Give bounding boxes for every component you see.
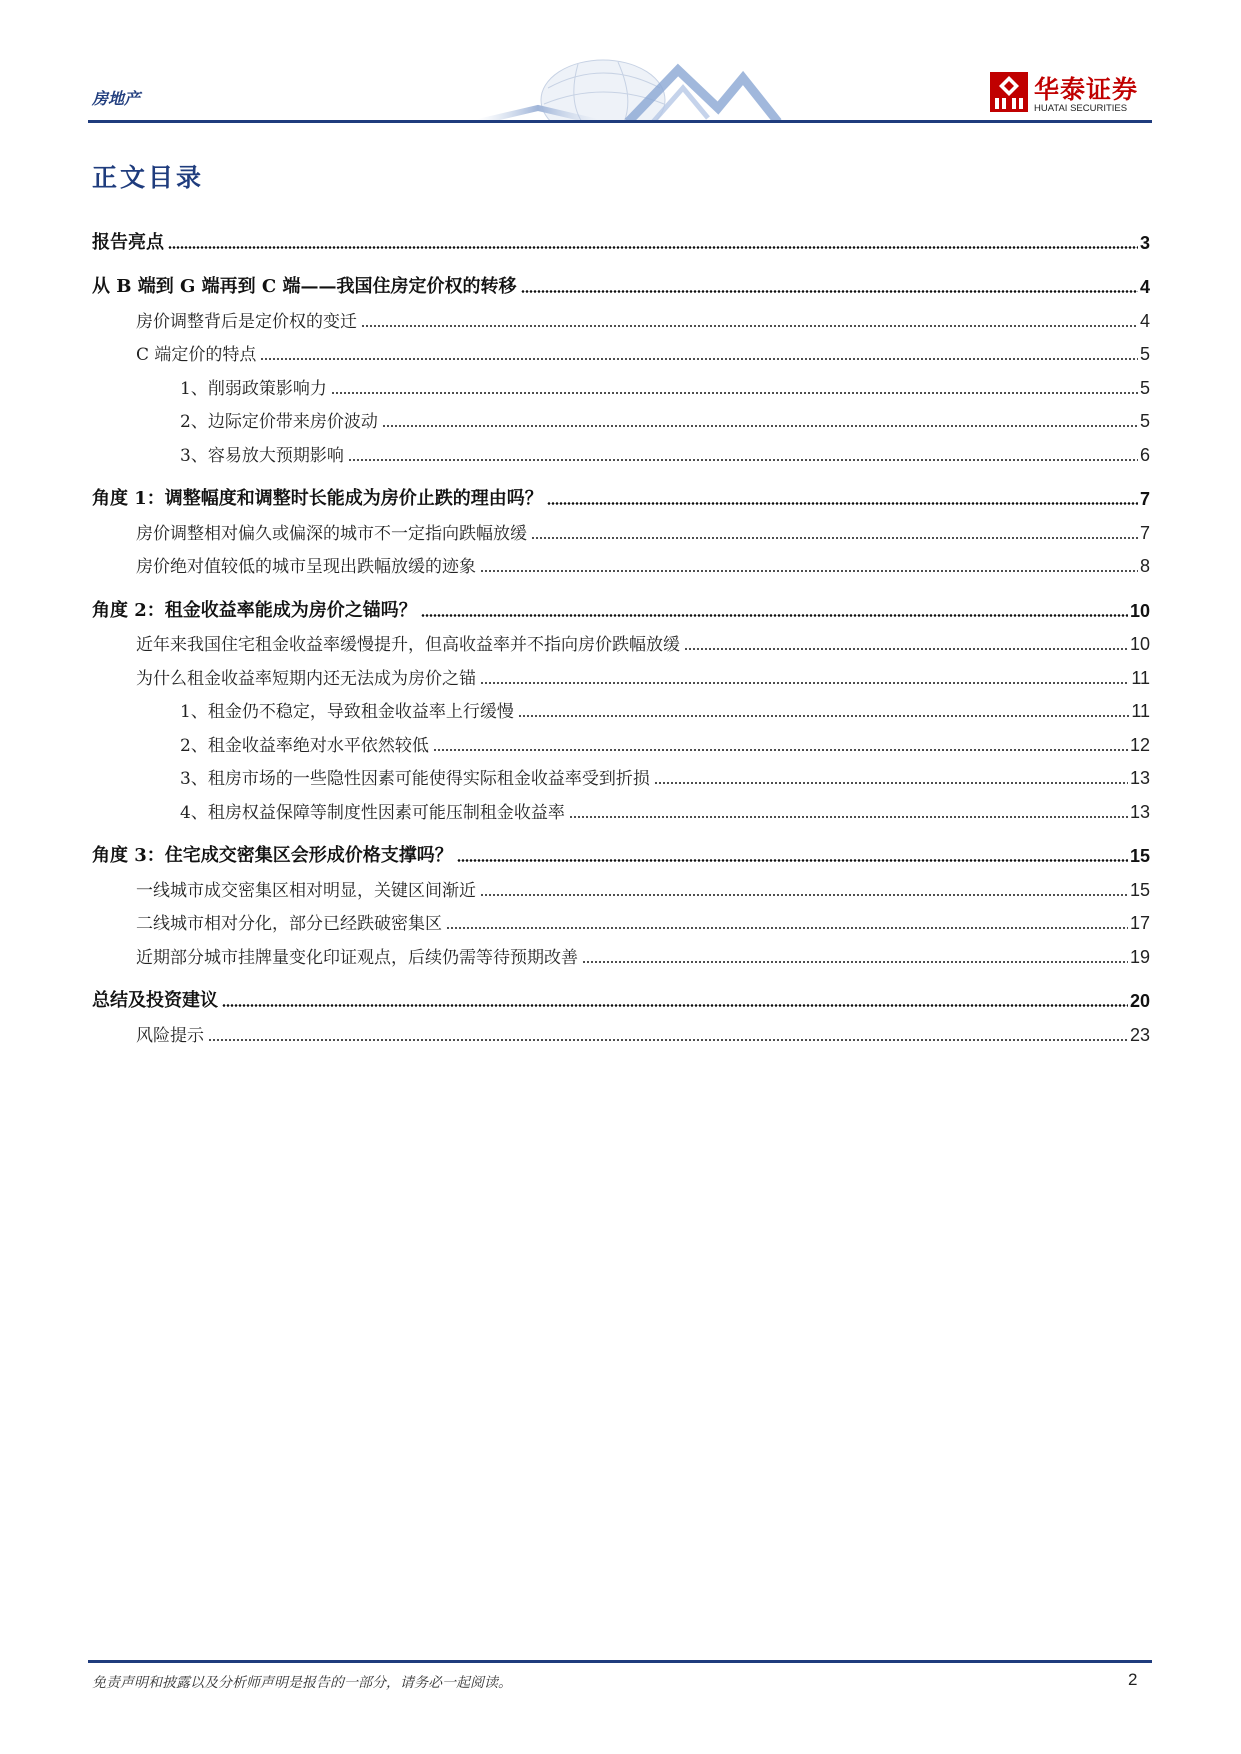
- toc-entry[interactable]: [92, 551, 1150, 577]
- toc-entry-title: 1、削弱政策影响力: [180, 379, 327, 399]
- toc-entry[interactable]: [92, 596, 1150, 622]
- toc-entry-title: 1、租金仍不稳定，导致租金收益率上行缓慢: [180, 702, 514, 722]
- toc-entry[interactable]: [92, 986, 1150, 1012]
- toc-entry[interactable]: [92, 1020, 1150, 1046]
- toc-entry[interactable]: [92, 763, 1150, 789]
- toc-leader-dots: [518, 715, 1129, 717]
- toc-entry-title: 角度 3：住宅成交密集区会形成价格支撑吗？: [92, 845, 453, 866]
- toc-entry-page: 3: [1139, 233, 1150, 253]
- toc-entry-title: 近期部分城市挂牌量变化印证观点，后续仍需等待预期改善: [136, 948, 578, 968]
- toc-leader-dots: [480, 682, 1129, 684]
- toc-entry-page: 7: [1139, 489, 1150, 509]
- logo-mark-icon: [990, 72, 1028, 112]
- huatai-logo: [990, 70, 1150, 116]
- toc-entry-title: 3、容易放大预期影响: [180, 446, 344, 466]
- toc-entry[interactable]: [92, 908, 1150, 934]
- toc-entry-title: 从 B 端到 G 端再到 C 端——我国住房定价权的转移: [92, 276, 517, 297]
- toc-leader-dots: [531, 537, 1138, 539]
- toc-entry-page: 11: [1131, 701, 1150, 721]
- toc-leader-dots: [222, 1004, 1128, 1007]
- toc-title: 正文目录: [92, 163, 205, 192]
- toc-entry-title: 近年来我国住宅租金收益率缓慢提升，但高收益率并不指向房价跌幅放缓: [136, 635, 680, 655]
- page-header: [0, 0, 1241, 125]
- toc-entry[interactable]: [92, 629, 1150, 655]
- toc-entry[interactable]: [92, 696, 1150, 722]
- toc-entry-page: 23: [1129, 1025, 1150, 1045]
- toc-leader-dots: [654, 782, 1128, 784]
- toc-entry-title: 房价绝对值较低的城市呈现出跌幅放缓的迹象: [136, 557, 476, 577]
- toc-entry-page: 13: [1129, 802, 1150, 822]
- toc-leader-dots: [446, 927, 1128, 929]
- toc-entry-title: 二线城市相对分化，部分已经跌破密集区: [136, 914, 442, 934]
- toc-leader-dots: [684, 648, 1128, 650]
- toc-entry-page: 10: [1129, 601, 1150, 621]
- toc-leader-dots: [421, 614, 1128, 617]
- toc-entry-page: 17: [1129, 913, 1150, 933]
- toc-entry[interactable]: [92, 406, 1150, 432]
- toc-leader-dots: [582, 961, 1128, 963]
- toc-entry-page: 5: [1139, 411, 1150, 431]
- toc-entry[interactable]: [92, 484, 1150, 510]
- toc-entry-title: 总结及投资建议: [92, 990, 218, 1011]
- toc-leader-dots: [348, 459, 1138, 461]
- toc-entry-page: 7: [1139, 523, 1150, 543]
- header-globe-graphic: [478, 48, 788, 122]
- toc-entry-page: 20: [1129, 991, 1150, 1011]
- toc-leader-dots: [331, 392, 1138, 394]
- toc-leader-dots: [480, 894, 1128, 896]
- toc-leader-dots: [480, 570, 1138, 572]
- toc-entry-page: 5: [1139, 378, 1150, 398]
- toc-entry-page: 10: [1129, 634, 1150, 654]
- toc-entry[interactable]: [92, 228, 1150, 254]
- toc-entry[interactable]: [92, 663, 1150, 689]
- toc-entry[interactable]: [92, 339, 1150, 365]
- logo-chinese-name: 华泰证券: [1034, 75, 1139, 104]
- toc-entry[interactable]: [92, 373, 1150, 399]
- toc-entry-title: 为什么租金收益率短期内还无法成为房价之锚: [136, 669, 476, 689]
- toc-entry-title: C 端定价的特点: [136, 345, 257, 365]
- toc-leader-dots: [457, 859, 1128, 862]
- toc-entry-title: 房价调整相对偏久或偏深的城市不一定指向跌幅放缓: [136, 524, 527, 544]
- toc-leader-dots: [521, 290, 1138, 293]
- toc-leader-dots: [208, 1039, 1128, 1041]
- toc-entry-title: 2、租金收益率绝对水平依然较低: [180, 736, 429, 756]
- footer-disclaimer: 免责声明和披露以及分析师声明是报告的一部分，请务必一起阅读。: [92, 1675, 512, 1691]
- toc-entry[interactable]: [92, 942, 1150, 968]
- toc-entry-page: 15: [1129, 880, 1150, 900]
- toc-entry-page: 11: [1131, 668, 1150, 688]
- sector-label: 房地产: [92, 89, 141, 108]
- toc-leader-dots: [168, 246, 1138, 249]
- toc-leader-dots: [569, 816, 1128, 818]
- toc-entry-title: 2、边际定价带来房价波动: [180, 412, 378, 432]
- toc-entry-page: 4: [1139, 311, 1150, 331]
- page-number: 2: [1128, 1670, 1138, 1689]
- toc-entry-page: 4: [1139, 277, 1150, 297]
- toc-entry[interactable]: [92, 841, 1150, 867]
- toc-entry-title: 一线城市成交密集区相对明显，关键区间渐近: [136, 881, 476, 901]
- toc-entry-title: 房价调整背后是定价权的变迁: [136, 312, 357, 332]
- toc-entry-page: 5: [1139, 344, 1150, 364]
- toc-entry-page: 15: [1129, 846, 1150, 866]
- toc-leader-dots: [433, 749, 1128, 751]
- toc-entry-page: 12: [1129, 735, 1150, 755]
- toc-leader-dots: [382, 425, 1138, 427]
- toc-entry-title: 角度 2：租金收益率能成为房价之锚吗？: [92, 600, 417, 621]
- toc-entry-title: 4、租房权益保障等制度性因素可能压制租金收益率: [180, 803, 565, 823]
- toc-entry[interactable]: [92, 797, 1150, 823]
- toc-entry-page: 6: [1139, 445, 1150, 465]
- toc-leader-dots: [547, 502, 1138, 505]
- toc-entry-title: 报告亮点: [92, 232, 164, 253]
- toc-leader-dots: [361, 325, 1138, 327]
- toc-entry[interactable]: [92, 518, 1150, 544]
- toc-entry-title: 3、租房市场的一些隐性因素可能使得实际租金收益率受到折损: [180, 769, 650, 789]
- toc-entry[interactable]: [92, 440, 1150, 466]
- toc-entry[interactable]: [92, 875, 1150, 901]
- toc-entry-page: 8: [1139, 556, 1150, 576]
- header-divider: [88, 120, 1152, 123]
- toc-leader-dots: [260, 358, 1138, 360]
- footer-divider: [88, 1660, 1152, 1663]
- toc-entry-title: 角度 1：调整幅度和调整时长能成为房价止跌的理由吗？: [92, 488, 543, 509]
- toc-entry[interactable]: [92, 272, 1150, 298]
- toc-entry-page: 13: [1129, 768, 1150, 788]
- toc-entry-title: 风险提示: [136, 1026, 204, 1046]
- logo-english-name: HUATAI SECURITIES: [1034, 103, 1128, 114]
- toc-entry[interactable]: [92, 306, 1150, 332]
- toc-entry-page: 19: [1129, 947, 1150, 967]
- toc-entry[interactable]: [92, 730, 1150, 756]
